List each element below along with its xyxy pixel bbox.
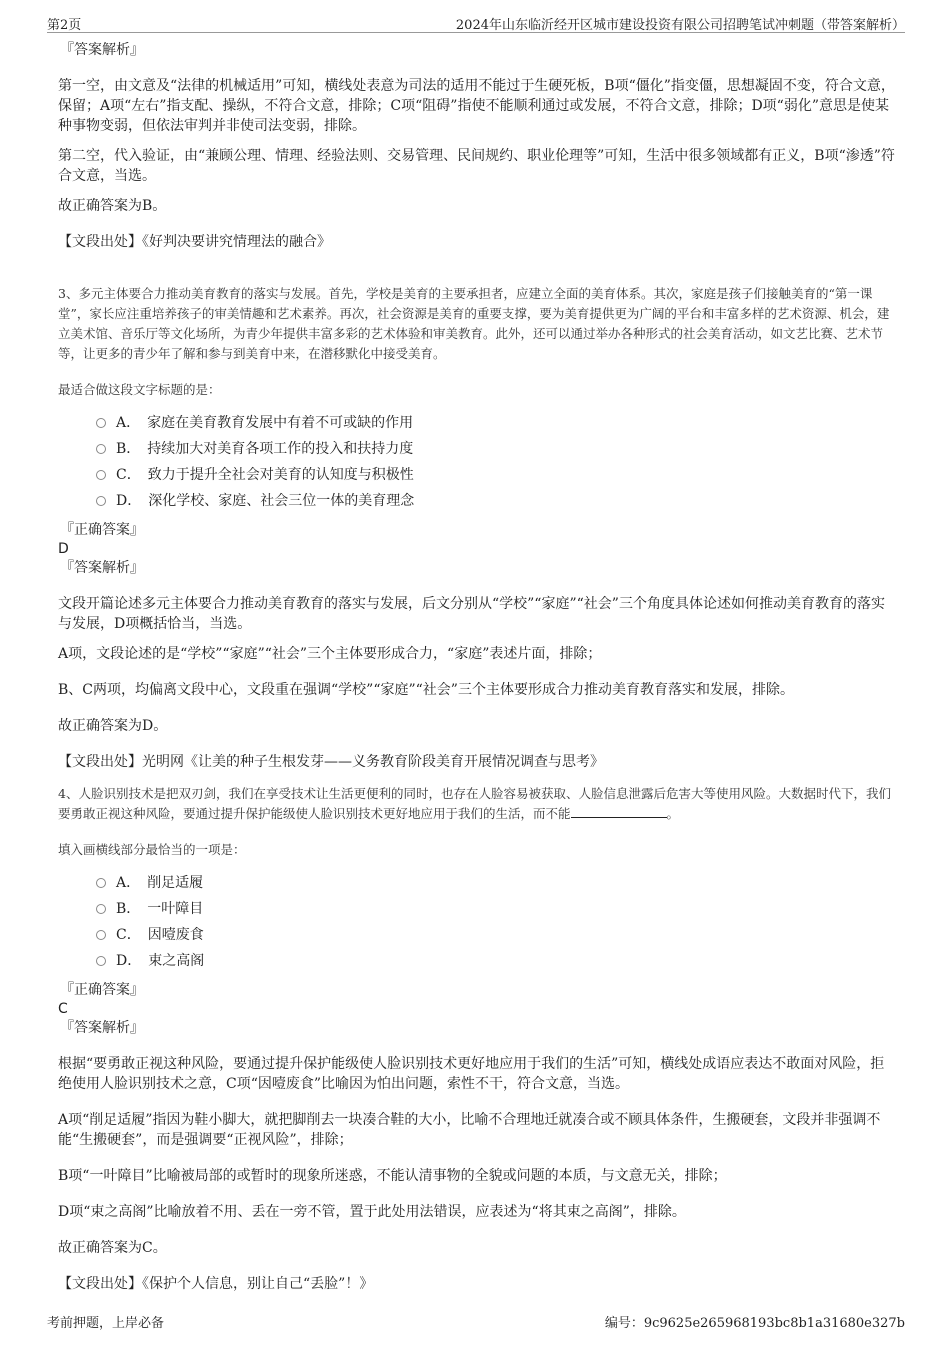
option-a[interactable]: A． 家庭在美育教育发展中有着不可或缺的作用 xyxy=(96,410,896,436)
analysis-label: 『答案解析』 xyxy=(60,42,144,58)
analysis-paragraph: 文段开篇论述多元主体要合力推动美育教育的落实与发展，后文分别从“学校”“家庭”“社会”三个角度具体论述如何推动美育教育的落实与发展，D项概括恰当，当选。 xyxy=(58,596,885,632)
option-d[interactable]: D． 束之高阁 xyxy=(96,948,896,974)
question-prompt: 最适合做这段文字标题的是： xyxy=(58,382,221,397)
footer-slogan: 考前押题，上岸必备 xyxy=(47,1316,165,1331)
analysis-paragraph: A项，文段论述的是“学校”“家庭”“社会”三个主体要形成合力，“家庭”表述片面，排除； xyxy=(58,646,602,662)
correct-answer: C xyxy=(58,1001,68,1017)
option-c[interactable]: C． 因噎废食 xyxy=(96,922,896,948)
answer-summary: 故正确答案为D。 xyxy=(58,718,168,734)
source-citation: 【文段出处】《好判决要讲究情理法的融合》 xyxy=(58,234,331,250)
question-stem: 4、人脸识别技术是把双刃剑，我们在享受技术让生活更便利的同时，也存在人脸容易被获取、人脸信息泄露后危害大等使用风险。大数据时代下，我们要勇敢正视这种风险，要通过提升保护能级使人脸识别技术更好地应用于我们的生活，而不能 。 xyxy=(58,786,891,821)
document-code: 编号：9c9625e265968193bc8b1a31680e327b xyxy=(604,1316,905,1331)
options-list xyxy=(96,410,896,514)
option-b[interactable]: B． 一叶障目 xyxy=(96,896,896,922)
analysis-label: 『答案解析』 xyxy=(60,1020,144,1036)
correct-answer-label: 『正确答案』 xyxy=(60,982,144,998)
correct-answer: D xyxy=(58,541,69,557)
page-number: 第2页 xyxy=(47,18,82,33)
option-b[interactable]: B． 持续加大对美育各项工作的投入和扶持力度 xyxy=(96,436,896,462)
radio-icon[interactable] xyxy=(96,496,106,506)
analysis-paragraph: A项“削足适履”指因为鞋小脚大，就把脚削去一块凑合鞋的大小，比喻不合理地迁就凑合或不顾具体条件，生搬硬套，文段并非强调不能“生搬硬套”，而是强调要“正视风险”，排除； xyxy=(58,1112,881,1148)
analysis-paragraph: 第一空，由文意及“法律的机械适用”可知，横线处表意为司法的适用不能过于生硬死板，B项“僵化”指变僵，思想凝固不变，符合文意，保留；A项“左右”指支配、操纵，不符合文意，排除；C项“阻碍”指使不能顺利通过或发展，不符合文意，排除；D项“弱化”意思是使某种事物变弱，但依法审判并非使司法变弱，排除。 xyxy=(58,78,895,134)
question-prompt: 填入画横线部分最恰当的一项是： xyxy=(58,842,246,857)
option-a[interactable]: A． 削足适履 xyxy=(96,870,896,896)
options-list xyxy=(96,870,896,974)
radio-icon[interactable] xyxy=(96,956,106,966)
analysis-paragraph: 第二空，代入验证，由“兼顾公理、情理、经验法则、交易管理、民间规约、职业伦理等”可知，生活中很多领域都有正义，B项“渗透”符合文意，当选。 xyxy=(58,148,895,184)
analysis-paragraph: D项“束之高阁”比喻放着不用、丢在一旁不管，置于此处用法错误，应表述为“将其束之高阁”，排除。 xyxy=(58,1204,686,1220)
question-stem: 3、多元主体要合力推动美育教育的落实与发展。首先，学校是美育的主要承担者，应建立全面的美育体系。其次，家庭是孩子们接触美育的“第一课堂”，家长应注重培养孩子的审美情趣和艺术素养。再次，社会资源是美育的重要支撑，要为美育提供更为广阔的平台和丰富多样的艺术资源、机会，建立美术馆、音乐厅等文化场所，为青少年提供丰富多彩的艺术体验和审美教育。此外，还可以通过举办各种形式的社会美育活动，如文艺比赛、艺术节等，让更多的青少年了解和参与到美育中来，在潜移默化中接受美育。 xyxy=(58,286,890,361)
analysis-paragraph: 根据“要勇敢正视这种风险，要通过提升保护能级使人脸识别技术更好地应用于我们的生活”可知，横线处成语应表达不敢面对风险，拒绝使用人脸识别技术之意，C项“因噎废食”比喻因为怕出问题，索性不干，符合文意，当选。 xyxy=(58,1056,885,1092)
analysis-paragraph: B、C两项，均偏离文段中心，文段重在强调“学校”“家庭”“社会”三个主体要形成合力推动美育教育落实和发展，排除。 xyxy=(58,682,794,698)
radio-icon[interactable] xyxy=(96,878,106,888)
radio-icon[interactable] xyxy=(96,470,106,480)
answer-blank xyxy=(571,805,667,818)
document-title: 2024年山东临沂经开区城市建设投资有限公司招聘笔试冲刺题（带答案解析） xyxy=(455,18,905,33)
page-header xyxy=(47,12,905,33)
analysis-label: 『答案解析』 xyxy=(60,560,144,576)
answer-summary: 故正确答案为B。 xyxy=(58,198,167,214)
page-footer xyxy=(47,1312,905,1332)
radio-icon[interactable] xyxy=(96,444,106,454)
option-c[interactable]: C． 致力于提升全社会对美育的认知度与积极性 xyxy=(96,462,896,488)
question-3 xyxy=(56,274,896,772)
radio-icon[interactable] xyxy=(96,904,106,914)
answer-summary: 故正确答案为C。 xyxy=(58,1240,167,1256)
source-citation: 【文段出处】光明网《让美的种子生根发芽——义务教育阶段美育开展情况调查与思考》 xyxy=(58,754,604,770)
question-4 xyxy=(56,784,896,1298)
option-d[interactable]: D． 深化学校、家庭、社会三位一体的美育理念 xyxy=(96,488,896,514)
analysis-paragraph: B项“一叶障目”比喻被局部的或暂时的现象所迷惑，不能认清事物的全貌或问题的本质，与文意无关，排除； xyxy=(58,1168,727,1184)
correct-answer-label: 『正确答案』 xyxy=(60,522,144,538)
radio-icon[interactable] xyxy=(96,418,106,428)
source-citation: 【文段出处】《保护个人信息，别让自己“丢脸”！》 xyxy=(58,1276,374,1292)
document-body xyxy=(56,40,896,1298)
radio-icon[interactable] xyxy=(96,930,106,940)
